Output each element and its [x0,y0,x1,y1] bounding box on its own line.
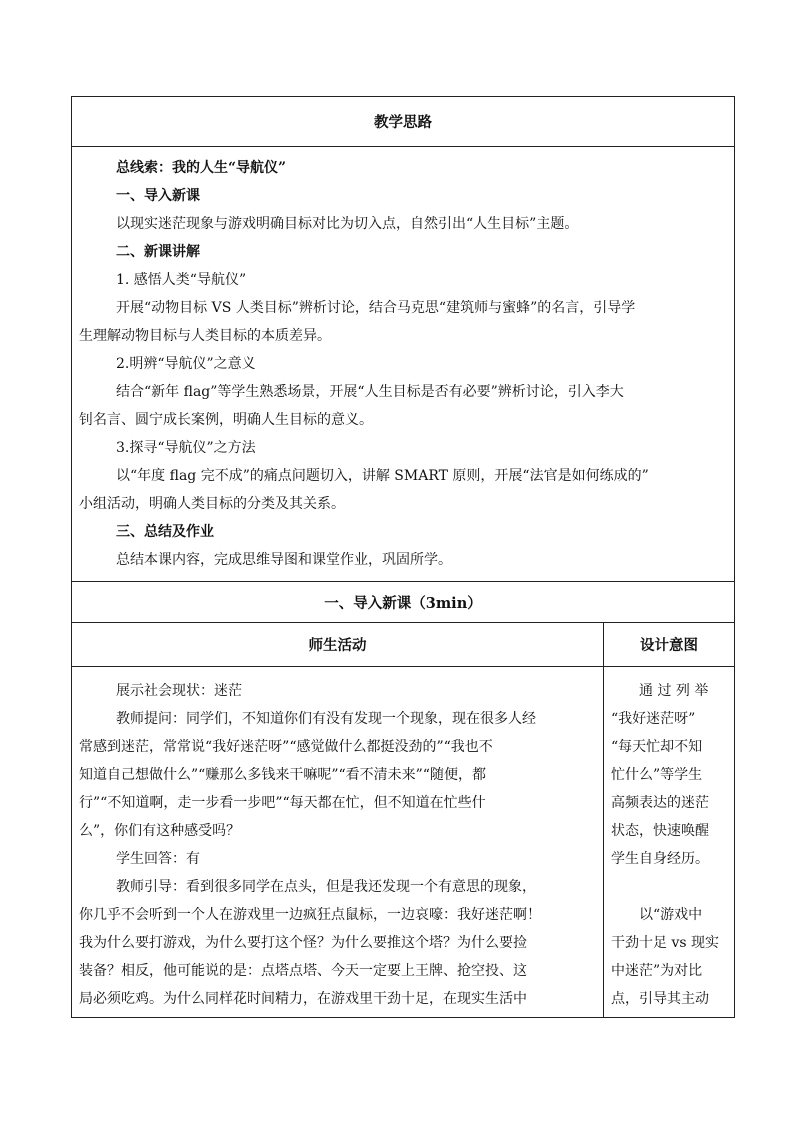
subheading-1: 1. 感悟人类“导航仪” [116,272,247,288]
activity-line: 学生回答：有 [116,851,200,867]
intent-line: “每天忙却不知 [611,739,703,755]
activity-line: 么”，你们有这种感受吗？ [79,823,241,839]
column-header-row [72,623,734,667]
activity-line: 教师引导：看到很多同学在点头，但是我还发现一个有意思的现象， [116,879,536,895]
paragraph-2-line-2: 生理解动物目标与人类目标的本质差异。 [79,328,331,344]
column-divider [603,623,604,1017]
subheading-3: 3.探寻“导航仪”之方法 [116,440,256,456]
intent-line: 忙什么”等学生 [611,767,703,783]
activity-line: 局必须吃鸡。为什么同样花时间精力，在游戏里干劲十足，在现实生活中 [79,991,527,1007]
intent-line: 通 过 列 举 [639,683,709,699]
intent-line: 中迷茫”为对比 [611,963,703,979]
section-header-text: 教学思路 [374,114,432,131]
thinking-row-border [72,97,734,582]
paragraph-4-line-1: 以“年度 flag 完不成”的痛点问题切入，讲解 SMART 原则，开展“法官是如何练成的” [116,468,649,484]
intent-line: 状态，快速唤醒 [611,823,709,839]
activity-line: 我为什么要打游戏，为什么要打这个怪？为什么要推这个塔？为什么要捡 [79,935,527,951]
activity-line: 教师提问：同学们，不知道你们有没有发现一个现象，现在很多人经 [116,711,536,727]
intent-line: 以“游戏中 [639,907,703,923]
intent-line: 学生自身经历。 [611,851,709,867]
paragraph-intro: 以现实迷茫现象与游戏明确目标对比为切入点，自然引出“人生目标”主题。 [116,216,579,232]
activity-line: 常感到迷茫，常常说“我好迷茫呀”“感觉做什么都挺没劲的”“我也不 [79,739,493,755]
section2-header-text: 一、导入新课（3min） [324,594,482,612]
column-header-intent: 设计意图 [640,637,698,654]
paragraph-3-line-1: 结合“新年 flag”等学生熟悉场景，开展“人生目标是否有必要”辨析讨论，引入李大 [116,384,624,400]
activity-line: 行”“不知道啊，走一步看一步吧”“每天都在忙，但不知道在忙些什 [79,795,486,811]
subheading-2: 2.明辨“导航仪”之意义 [116,356,256,372]
paragraph-2-line-1: 开展“动物目标 VS 人类目标”辨析讨论，结合马克思“建筑师与蜜蜂”的名言，引导学 [116,300,636,316]
intent-line: 点，引导其主动 [611,991,709,1007]
lesson-table [71,96,735,1018]
paragraph-4-line-2: 小组活动，明确人类目标的分类及其关系。 [79,496,345,512]
heading-new-lesson: 二、新课讲解 [116,244,200,260]
paragraph-summary: 总结本课内容，完成思维导图和课堂作业，巩固所学。 [116,552,452,568]
activity-line: 装备？相反，他可能说的是：点塔点塔、今天一定要上王牌、抢空投、这 [79,963,527,979]
intent-line: 高频表达的迷茫 [611,795,709,811]
paragraph-3-line-2: 钊名言、圆宁成长案例，明确人生目标的意义。 [79,412,373,428]
activity-line: 你几乎不会听到一个人在游戏里一边疯狂点鼠标，一边哀嚎：我好迷茫啊！ [79,907,541,923]
intent-line: 干劲十足 vs 现实 [611,935,719,951]
heading-intro: 一、导入新课 [116,188,200,204]
column-header-activity: 师生活动 [308,637,367,654]
section-header-intro [72,582,734,623]
heading-summary: 三、总结及作业 [116,524,214,540]
intent-line: “我好迷茫呀” [611,711,696,727]
main-clue: 总线索：我的人生“导航仪” [116,160,287,176]
activity-line: 展示社会现状：迷茫 [116,683,242,699]
activity-line: 知道自己想做什么”“赚那么多钱来干嘛呢”“看不清未来”“随便，都 [79,767,486,783]
